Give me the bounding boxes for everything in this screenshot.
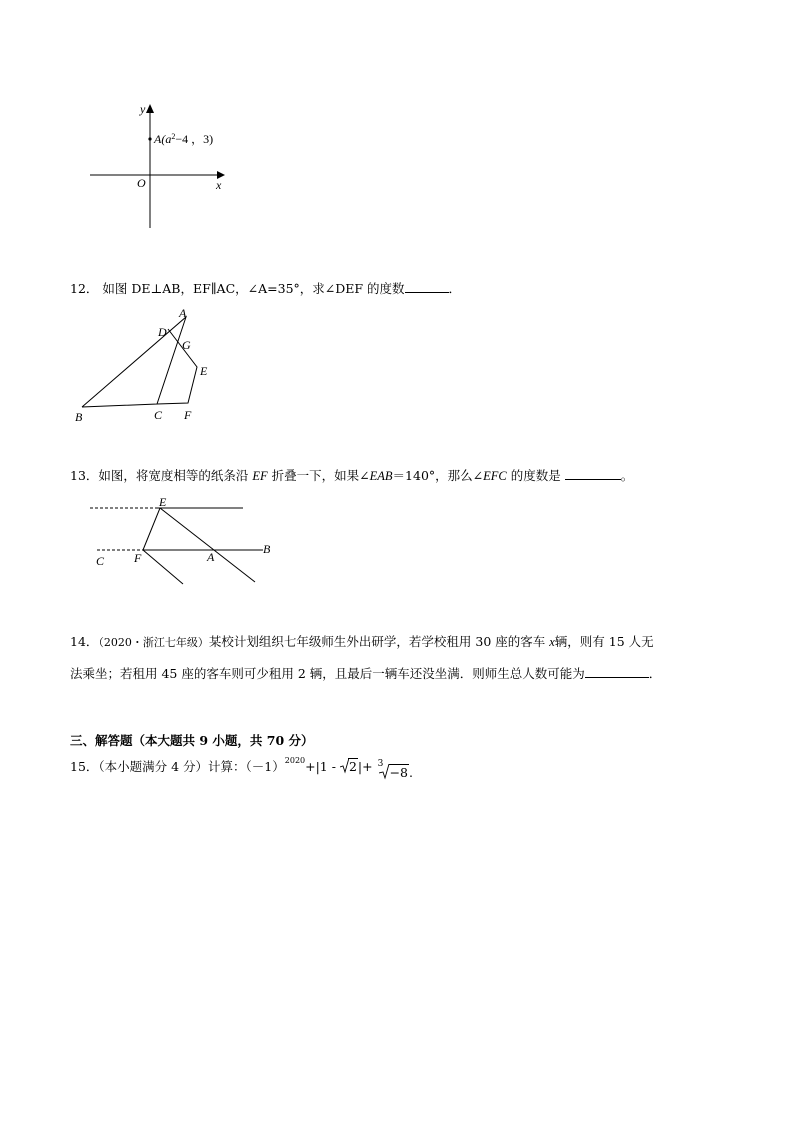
label-A: A — [207, 550, 215, 564]
point-a-dot — [148, 137, 151, 140]
triangle-abc — [82, 317, 186, 407]
y-axis-arrow — [146, 104, 154, 113]
cbrt-icon — [379, 764, 391, 780]
q13-figure — [85, 495, 285, 590]
label-F: F — [184, 408, 192, 422]
q13-text-4: 的度数是 — [506, 468, 565, 483]
sqrt-icon — [340, 758, 349, 774]
label-E: E — [200, 364, 208, 378]
q12-text: 如图 DE⊥AB，EF∥AC，∠A=35°，求∠DEF 的度数 — [102, 281, 405, 296]
q12-answer-blank[interactable] — [405, 281, 449, 293]
q15-number: 15． — [70, 759, 99, 775]
q13-answer-blank[interactable] — [565, 468, 621, 480]
q14-text-3: 法乘坐；若租用 45 座的客车则可少租用 2 辆，且最后一辆车还没坐满．则师生总人数可能为 — [70, 666, 585, 681]
point-a-label: $A(a^2-4$ ，3) — [154, 132, 214, 146]
label-E: E — [159, 495, 167, 509]
x-axis-label: x — [216, 178, 222, 192]
q14-end: ． — [648, 666, 662, 681]
q12-end: ． — [448, 281, 462, 296]
q13-text-2: 折叠一下，如果∠ — [267, 468, 370, 483]
path-d-e-f — [157, 329, 197, 404]
q13-number: 13． — [70, 468, 99, 483]
q14-text-2: 辆，则有 15 人无 — [554, 634, 654, 649]
label-A: A — [179, 306, 187, 320]
question-15 — [70, 756, 413, 784]
question-14-line-1 — [70, 634, 654, 651]
q14-text-1: 某校计划组织七年级师生外出研学，若学校租用 30 座的客车 — [208, 634, 550, 649]
q15-sqrt — [340, 759, 358, 775]
q13-efc: EFC — [483, 469, 507, 483]
q13-text-3: ＝140°，那么∠ — [392, 468, 484, 483]
q13-eab: EAB — [369, 469, 393, 483]
q15-exponent: 2020 — [284, 756, 306, 765]
q15-text: （本小题满分 4 分）计算：（－1） — [98, 759, 285, 775]
coordinate-figure — [85, 100, 245, 235]
folded-edge-f — [143, 550, 183, 584]
q15-cbrt-arg: −8 — [389, 765, 409, 781]
folded-edge-e — [160, 508, 255, 582]
q15-abs-open: +|1 - — [305, 759, 336, 775]
q12-number: 12． — [70, 281, 99, 296]
label-D: D — [158, 325, 167, 339]
question-14-line-2 — [70, 666, 661, 682]
q12-figure — [70, 303, 230, 428]
origin-label: O — [137, 176, 146, 190]
section-3-title: 三、解答题（本大题共 9 小题，共 70 分） — [70, 733, 314, 748]
fold-line-ef — [143, 508, 160, 550]
question-12 — [70, 281, 461, 297]
q14-variable: x — [549, 635, 555, 649]
q15-end: . — [409, 765, 413, 781]
q13-text-1: 如图，将宽度相等的纸条沿 — [98, 468, 253, 483]
question-13 — [70, 468, 633, 484]
q15-cbrt-index: 3 — [377, 759, 384, 770]
label-B: B — [75, 410, 83, 424]
q13-end: 。 — [620, 468, 634, 483]
label-C: C — [96, 554, 105, 568]
q14-source: （2020・浙江七年级） — [98, 636, 209, 649]
q14-answer-blank[interactable] — [585, 666, 649, 678]
q13-ef: EF — [252, 469, 268, 483]
q15-sqrt-arg: 2 — [348, 759, 357, 775]
label-C: C — [154, 408, 163, 422]
y-axis-label: y — [140, 102, 146, 116]
q15-abs-close: |+ — [357, 759, 373, 775]
label-G: G — [182, 338, 191, 352]
q14-number: 14． — [70, 634, 99, 649]
q15-cbrt — [377, 759, 409, 781]
label-F: F — [134, 551, 142, 565]
label-B: B — [263, 542, 271, 556]
